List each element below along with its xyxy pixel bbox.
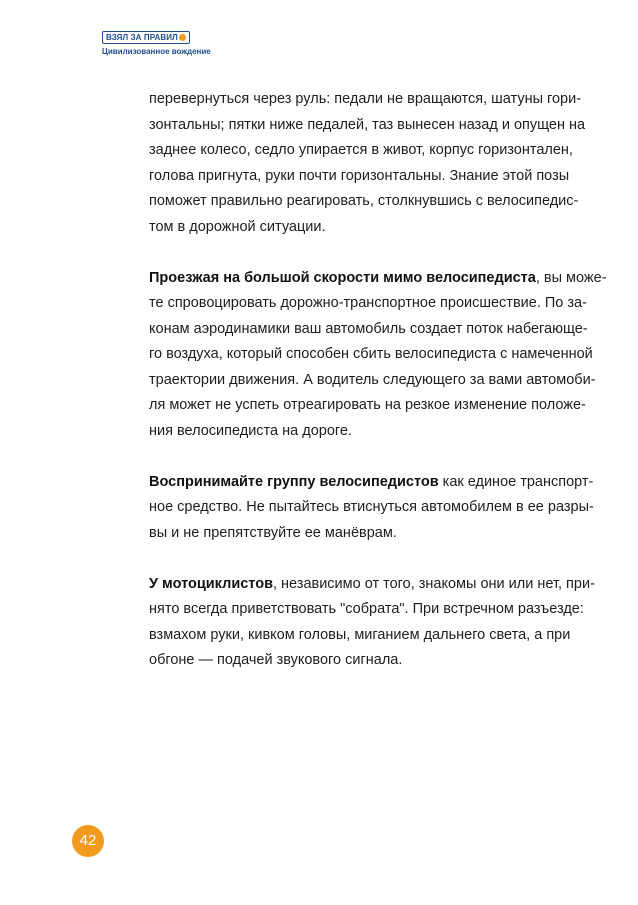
text-line: те спровоцировать дорожно-транспортное происшествие. По за-	[149, 295, 587, 311]
text-fragment: как единое транспорт-	[438, 473, 594, 490]
text-line: нято всегда приветствовать "собрата". При встречном разъезде:	[149, 601, 584, 617]
logo	[102, 31, 190, 44]
text-line: поможет правильно реагировать, столкнувшись с велосипедис-	[149, 193, 579, 209]
paragraph-2	[149, 266, 607, 445]
emphasis-text: Воспринимайте группу велосипедистов	[149, 473, 439, 490]
text-line	[149, 266, 607, 292]
text-line: голова пригнута, руки почти горизонтальны. Знание этой позы	[149, 167, 570, 184]
text-line	[149, 572, 595, 598]
text-line: траектории движения. А водитель следующего за вами автомоби-	[149, 371, 596, 388]
page-header	[102, 27, 211, 57]
logo-text: ВЗЯЛ ЗА ПРАВИЛ	[106, 33, 178, 42]
body-text	[149, 87, 607, 699]
logo-dot-icon	[179, 34, 186, 41]
paragraph-3	[149, 470, 594, 547]
text-line: взмахом руки, кивком головы, миганием дальнего света, а при	[149, 626, 571, 643]
text-line: ния велосипедиста на дороге.	[149, 422, 352, 439]
text-line: ное средство. Не пытайтесь втиснуться автомобилем в ее разры-	[149, 499, 594, 515]
text-line: обгоне — подачей звукового сигнала.	[149, 652, 403, 668]
text-line: конам аэродинамики ваш автомобиль создает поток набегающе-	[149, 320, 588, 337]
text-fragment: , вы може-	[535, 269, 607, 286]
text-line	[149, 470, 594, 496]
text-fragment: , независимо от того, знакомы они или нет, при-	[272, 575, 595, 592]
emphasis-text: У мотоциклистов	[149, 575, 273, 592]
text-line: зонтальны; пятки ниже педалей, таз вынесен назад и опущен на	[149, 116, 586, 133]
paragraph-4	[149, 572, 595, 674]
text-line: заднее колесо, седло упирается в живот, корпус горизонтален,	[149, 142, 573, 158]
text-line: перевернуться через руль: педали не вращаются, шатуны гори-	[149, 91, 582, 107]
header-subtitle: Цивилизованное вождение	[102, 47, 211, 56]
emphasis-text: Проезжая на большой скорости мимо велосипедиста	[149, 269, 536, 286]
text-line: том в дорожной ситуации.	[149, 218, 326, 235]
text-line: го воздуха, который способен сбить велосипедиста с намеченной	[149, 346, 593, 362]
text-line: вы и не препятствуйте ее манёврам.	[149, 524, 397, 541]
paragraph-1	[149, 87, 589, 240]
text-line: ля может не успеть отреагировать на резкое изменение положе-	[149, 397, 586, 413]
page-number: 42	[72, 825, 104, 857]
